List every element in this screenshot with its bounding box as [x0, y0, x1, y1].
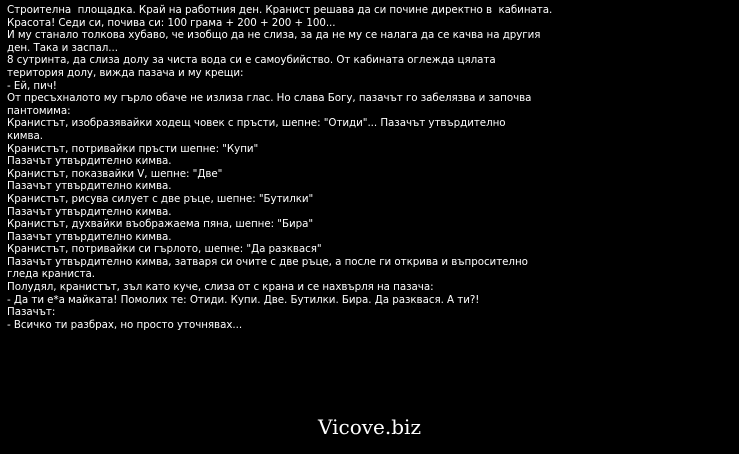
joke-line: Кранистът, потривайки пръсти шепне: "Купи": [7, 142, 259, 155]
joke-line: Кранистът, потривайки си гърлото, шепне: "Да разквася": [7, 243, 322, 256]
joke-line: От пресъхналото му гърло обаче не излиза глас. Но слава Богу, пазачът го забелязва и започва: [7, 92, 532, 105]
joke-line: - Ей, пич!: [7, 79, 57, 92]
joke-line: гледа крaниста.: [7, 268, 96, 281]
joke-line: Пазачът утвърдително кимва.: [7, 180, 172, 193]
joke-line: Пазачът утвърдително кимва.: [7, 230, 172, 243]
joke-line: 8 сутринта, да слиза долу за чиста вода си е самоубийство. От кабината оглежда цялата: [7, 54, 496, 67]
joke-line: ден. Така и заспал...: [7, 41, 118, 54]
joke-line: Строителна площадка. Край на работния ден. Кранист решава да си почине директно в кабината.: [7, 4, 553, 16]
joke-line: Кранистът, изобразявайки ходещ човек с пръсти, шепне: "Отиди"... Пазачът утвърдително: [7, 117, 506, 130]
joke-line: кимва.: [7, 129, 44, 142]
joke-line: Кранистът, духвайки въображаема пяна, шепне: "Бира": [7, 218, 314, 231]
joke-line: - Всичко ти разбрах, но просто уточнявах...: [7, 318, 243, 331]
joke-line: Пазачът утвърдително кимва.: [7, 205, 172, 218]
joke-line: Полудял, кранистът, зъл като куче, слиза от с крана и се нахвърля на пазача:: [7, 281, 434, 294]
joke-line: територия долу, вижда пазача и му крещи:: [7, 66, 244, 79]
joke-line: Пазачът утвърдително кимва.: [7, 155, 172, 168]
joke-line: И му станало толкова хубаво, че изобщо да не слиза, за да не му се налага да се качва на другия: [7, 29, 541, 42]
joke-line: Красота! Седи си, почива си: 100 грама + 200 + 200 + 100...: [7, 16, 336, 29]
joke-line: Кранистът, рисува силует с две ръце, шепне: "Бутилки": [7, 192, 314, 205]
joke-line: Пазачът:: [7, 306, 56, 319]
joke-line: Пазачът утвърдително кимва, затваря си очите с две ръце, а после ги открива и въпросително: [7, 255, 528, 268]
joke-text-block: [7, 4, 732, 331]
joke-line: пантомима:: [7, 104, 71, 117]
joke-line: - Да ти е*а майката! Помолих те: Отиди. Купи. Две. Бутилки. Бира. Да разквася. А ти?!: [7, 293, 480, 306]
site-watermark: Vicove.biz: [318, 415, 421, 439]
joke-line: Кранистът, показвайки V, шепне: "Две": [7, 167, 223, 180]
